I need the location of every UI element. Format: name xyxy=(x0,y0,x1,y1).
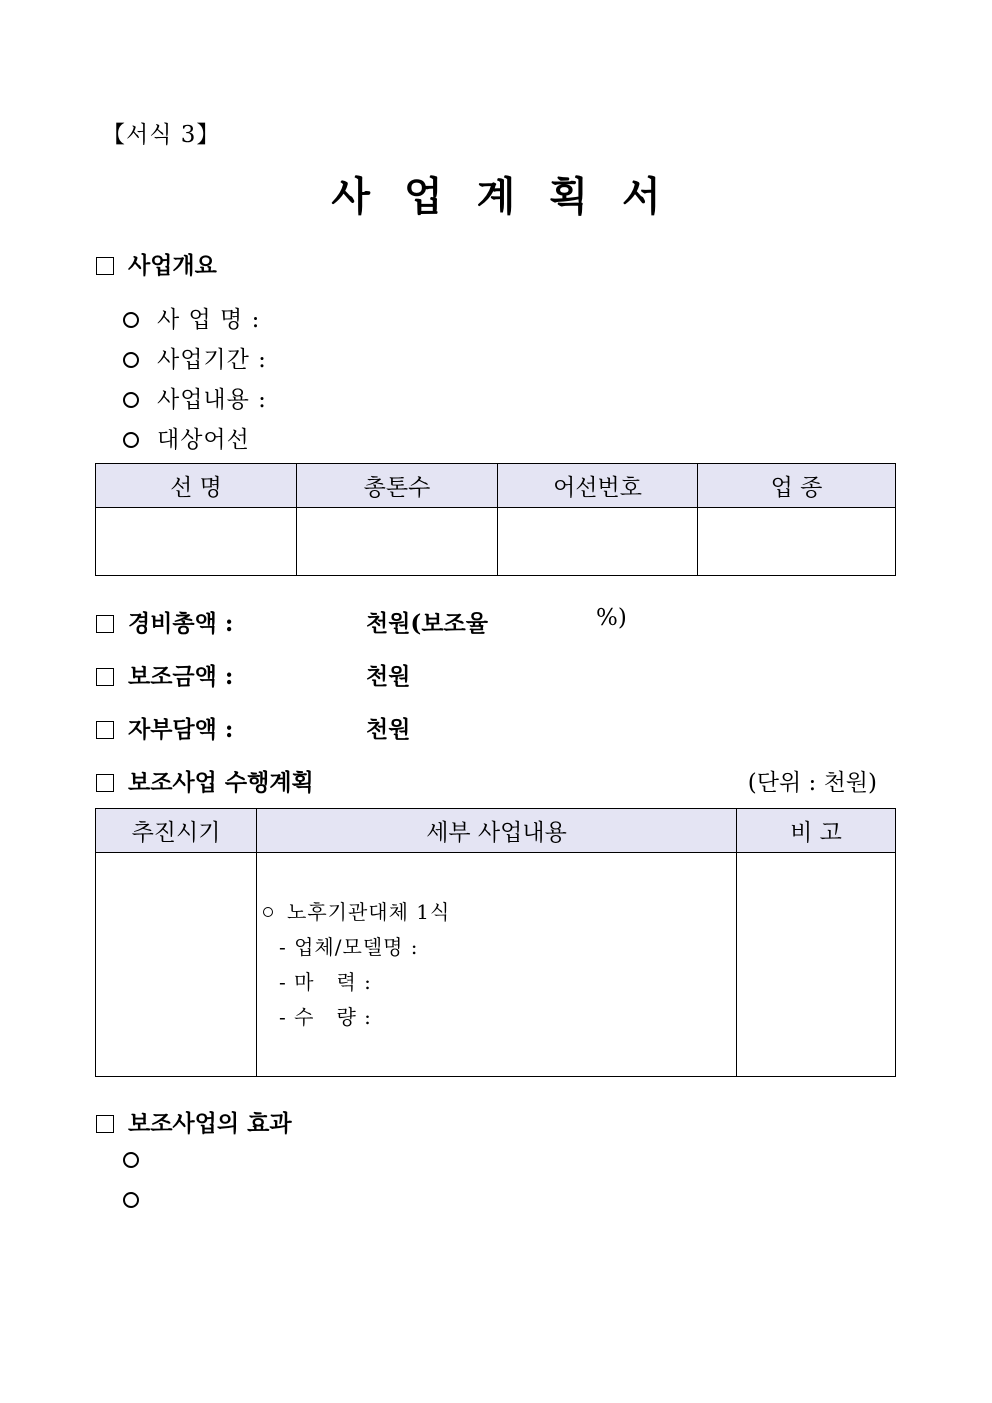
overview-item-label: 사업내용 : xyxy=(157,387,267,413)
circle-bullet-icon xyxy=(123,312,139,328)
vessel-col-number: 어선번호 xyxy=(498,464,698,508)
effects-item-2 xyxy=(123,1187,157,1213)
vessel-tonnage-cell[interactable] xyxy=(297,508,498,576)
overview-item-business-name xyxy=(123,301,260,334)
checkbox-icon xyxy=(96,1115,114,1133)
overview-item-label: 사 업 명 : xyxy=(157,307,261,333)
vessel-table xyxy=(95,463,896,576)
self-pay-unit: 천원 xyxy=(366,716,411,743)
plan-sub-line-quantity: - 수 량 : xyxy=(279,1005,372,1029)
checkbox-icon xyxy=(96,668,114,686)
effects-heading-text: 보조사업의 효과 xyxy=(128,1110,292,1137)
overview-item-label: 대상어선 xyxy=(157,427,250,453)
vessel-name-cell[interactable] xyxy=(96,508,297,576)
overview-heading xyxy=(96,247,217,280)
unit-note: (단위 : 천원) xyxy=(747,770,877,796)
circle-bullet-icon xyxy=(123,352,139,368)
checkbox-icon xyxy=(96,257,114,275)
table-row xyxy=(96,853,896,1077)
plan-table xyxy=(95,808,896,1077)
plan-heading-text: 보조사업 수행계획 xyxy=(128,769,314,796)
vessel-col-name: 선 명 xyxy=(96,464,297,508)
subsidy-amount-row xyxy=(96,658,233,691)
subsidy-amount-label: 보조금액 : xyxy=(128,663,234,690)
checkbox-icon xyxy=(96,774,114,792)
document-title: 사업계획서 xyxy=(331,173,695,220)
self-pay-label: 자부담액 : xyxy=(128,716,234,743)
plan-main-text: 노후기관대체 1식 xyxy=(287,900,451,924)
circle-bullet-icon xyxy=(263,907,273,917)
plan-col-remarks: 비 고 xyxy=(737,809,896,853)
plan-main-line xyxy=(263,895,736,930)
vessel-type-cell[interactable] xyxy=(698,508,896,576)
total-cost-row xyxy=(96,605,233,638)
self-pay-row xyxy=(96,711,233,744)
vessel-col-type: 업 종 xyxy=(698,464,896,508)
circle-bullet-icon xyxy=(123,392,139,408)
form-number-label: 【서식 3】 xyxy=(102,122,221,148)
plan-col-period: 추진시기 xyxy=(96,809,257,853)
overview-heading-text: 사업개요 xyxy=(128,252,217,279)
subsidy-rate-percent: %) xyxy=(596,605,627,631)
overview-item-period xyxy=(123,341,267,374)
plan-detail-cell[interactable] xyxy=(257,853,737,1077)
total-cost-unit: 천원(보조율 xyxy=(366,610,488,637)
table-header-row xyxy=(96,464,896,508)
circle-bullet-icon xyxy=(123,1152,139,1168)
table-row xyxy=(96,508,896,576)
circle-bullet-icon xyxy=(123,432,139,448)
overview-item-vessel xyxy=(123,421,250,454)
subsidy-amount-unit: 천원 xyxy=(366,663,411,690)
checkbox-icon xyxy=(96,615,114,633)
checkbox-icon xyxy=(96,721,114,739)
vessel-col-tonnage: 총톤수 xyxy=(297,464,498,508)
plan-col-detail: 세부 사업내용 xyxy=(257,809,737,853)
plan-sub-line-power: - 마 력 : xyxy=(279,970,372,994)
table-header-row xyxy=(96,809,896,853)
overview-item-content xyxy=(123,381,267,414)
total-cost-label: 경비총액 : xyxy=(128,610,234,637)
plan-sub-line-model: - 업체/모델명 : xyxy=(279,935,419,959)
plan-period-cell[interactable] xyxy=(96,853,257,1077)
circle-bullet-icon xyxy=(123,1192,139,1208)
effects-heading xyxy=(96,1105,292,1138)
plan-remarks-cell[interactable] xyxy=(737,853,896,1077)
overview-item-label: 사업기간 : xyxy=(157,347,267,373)
plan-heading xyxy=(96,764,314,797)
effects-item-1 xyxy=(123,1147,157,1173)
vessel-number-cell[interactable] xyxy=(498,508,698,576)
